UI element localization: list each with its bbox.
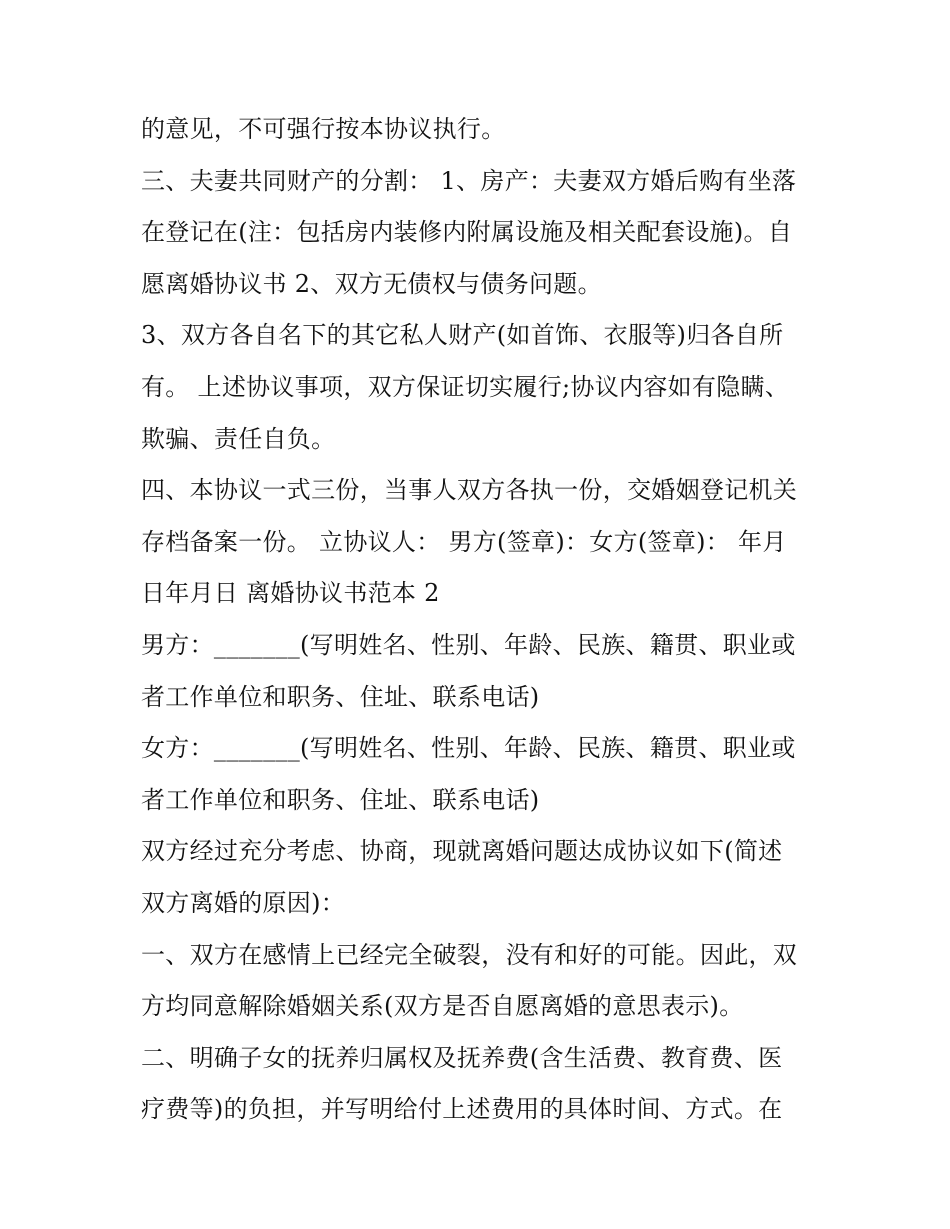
text-line: 疗费等)的负担，并写明给付上述费用的具体时间、方式。在	[141, 1095, 783, 1124]
document-body	[141, 104, 821, 1136]
text-line: 愿离婚协议书 2、双方无债权与债务问题。	[141, 269, 602, 298]
text-line: 方均同意解除婚姻关系(双方是否自愿离婚的意思表示)。	[141, 992, 744, 1021]
text-line: 3、双方各自名下的其它私人财产(如首饰、衣服等)归各自所	[141, 321, 784, 350]
text-line: 的意见，不可强行按本协议执行。	[141, 115, 506, 143]
text-line: 双方经过充分考虑、协商，现就离婚问题达成协议如下(简述	[141, 837, 783, 866]
text-line: 日年月日 离婚协议书范本 2	[141, 579, 440, 608]
text-line: 欺骗、责任自负。	[141, 424, 336, 453]
text-line: 男方：_______(写明姓名、性别、年龄、民族、籍贯、职业或	[141, 630, 796, 659]
text-line: 四、本协议一式三份，当事人双方各执一份，交婚姻登记机关	[141, 476, 798, 505]
text-line: 二、明确子女的抚养归属权及抚养费(含生活费、教育费、医	[141, 1043, 783, 1072]
text-line: 双方离婚的原因)：	[141, 888, 346, 917]
text-line: 三、夫妻共同财产的分割： 1、房产：夫妻双方婚后购有坐落	[141, 166, 797, 195]
text-line: 女方：_______(写明姓名、性别、年龄、民族、籍贯、职业或	[141, 734, 796, 763]
text-line: 在登记在(注：包括房内装修内附属设施及相关配套设施)。自	[141, 218, 793, 247]
text-line: 者工作单位和职务、住址、联系电话)	[141, 785, 540, 814]
text-line: 存档备案一份。 立协议人： 男方(签章)：女方(签章)： 年月	[141, 527, 787, 556]
text-line: 者工作单位和职务、住址、联系电话)	[141, 682, 540, 711]
text-line: 一、双方在感情上已经完全破裂，没有和好的可能。因此，双	[141, 940, 798, 969]
text-line: 有。 上述协议事项，双方保证切实履行;协议内容如有隐瞒、	[141, 372, 790, 401]
